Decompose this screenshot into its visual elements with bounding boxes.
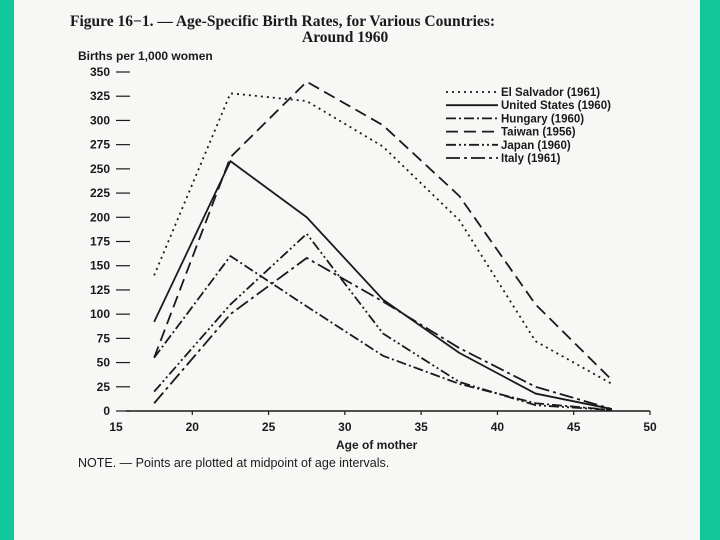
chart-subtitle: Around 1960	[302, 29, 389, 46]
y-tick-label: 225	[89, 186, 110, 201]
y-tick-label: 125	[89, 282, 110, 297]
x-tick-label: 40	[490, 420, 505, 434]
y-tick-label: 200	[89, 210, 110, 225]
x-tick-label: 45	[567, 420, 581, 434]
x-tick-label: 20	[185, 420, 199, 434]
x-tick-label: 50	[643, 420, 657, 434]
y-axis-label: Births per 1,000 women	[78, 49, 213, 63]
y-tick-label: 0	[103, 404, 110, 418]
legend-label: Hungary (1960)	[501, 113, 585, 126]
chart-title: Figure 16−1. — Age-Specific Birth Rates, for Various Countries:	[70, 13, 496, 30]
y-tick-label: 175	[89, 234, 110, 249]
y-tick-label: 325	[89, 89, 110, 104]
x-axis-label: Age of mother	[336, 438, 418, 452]
y-tick-label: 275	[89, 137, 110, 152]
x-tick-label: 15	[109, 420, 123, 434]
y-tick-label: 150	[89, 258, 110, 273]
legend-label: United States (1960)	[501, 100, 611, 113]
legend-label: Japan (1960)	[501, 139, 571, 152]
x-tick-label: 25	[261, 420, 276, 434]
y-tick-label: 300	[89, 113, 110, 128]
figure-page	[14, 0, 700, 540]
chart-legend	[446, 87, 611, 165]
legend-label: Italy (1961)	[501, 153, 561, 165]
y-tick-label: 50	[96, 355, 110, 370]
chart-note: NOTE. — Points are plotted at midpoint of age intervals.	[78, 456, 390, 470]
y-tick-label: 250	[89, 161, 110, 176]
y-tick-label: 75	[96, 331, 110, 346]
y-tick-label: 25	[96, 379, 110, 394]
x-tick-label: 30	[338, 420, 352, 434]
legend-label: Taiwan (1956)	[501, 126, 576, 139]
legend-label: El Salvador (1961)	[501, 87, 601, 99]
birth-rate-chart	[14, 0, 700, 540]
y-tick-label: 350	[89, 65, 110, 79]
y-tick-label: 100	[89, 307, 110, 322]
x-tick-label: 35	[414, 420, 428, 434]
series-line-united-states-1960	[154, 161, 612, 409]
